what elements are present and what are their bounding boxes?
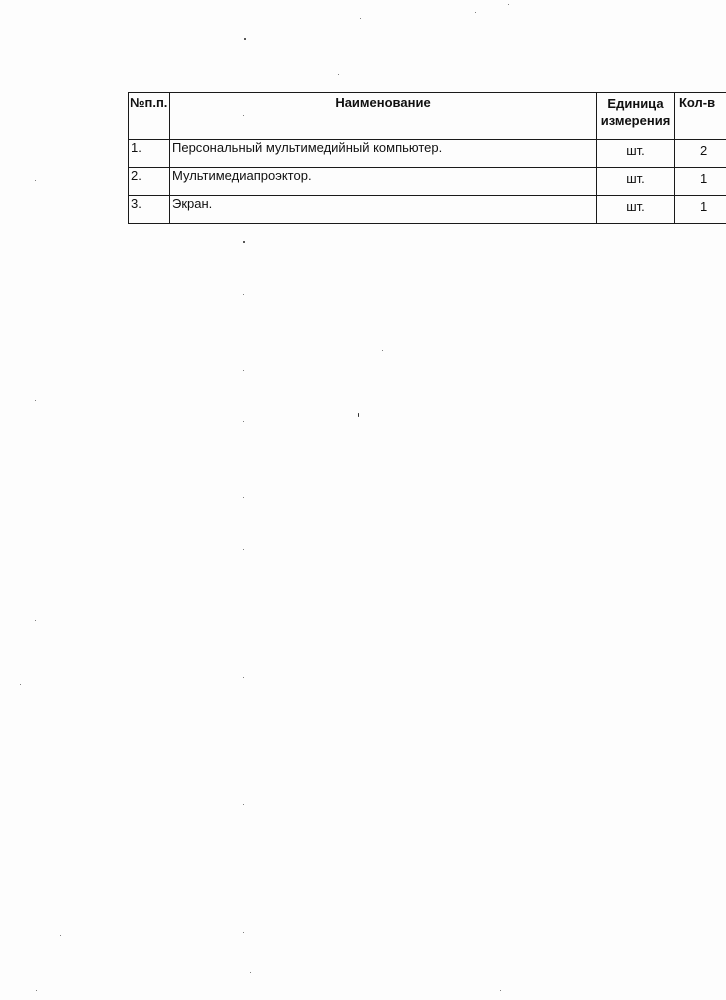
- header-name: Наименование: [170, 93, 597, 140]
- scan-speck: [250, 972, 251, 973]
- scan-speck: [243, 549, 244, 550]
- table-row: [129, 140, 726, 168]
- row-unit: шт.: [597, 196, 675, 224]
- table-header-row: [129, 93, 726, 140]
- header-quantity: Кол-в: [675, 93, 726, 140]
- scan-speck: [500, 990, 501, 991]
- table-row: [129, 196, 726, 224]
- scan-speck: [360, 18, 361, 19]
- scan-speck: [35, 620, 36, 621]
- row-number: [129, 168, 170, 196]
- row-quantity: 1: [675, 196, 726, 224]
- scan-speck: [20, 684, 21, 685]
- table-row: [129, 168, 726, 196]
- scan-speck: [243, 932, 244, 933]
- scan-speck: [382, 350, 383, 351]
- scan-speck: [60, 935, 61, 936]
- row-name: [170, 140, 597, 168]
- row-name-text: Мультимедиапроэктор.: [172, 168, 312, 183]
- scan-speck: [243, 804, 244, 805]
- scan-speck: [338, 74, 339, 75]
- row-quantity: 1: [675, 168, 726, 196]
- scan-speck: [35, 180, 36, 181]
- equipment-table: [128, 92, 726, 224]
- row-number-text: 1.: [131, 140, 142, 155]
- header-number: №п.п.: [129, 93, 170, 140]
- row-unit: шт.: [597, 168, 675, 196]
- row-number-text: 3.: [131, 196, 142, 211]
- scan-speck: [244, 38, 246, 40]
- scan-speck: [243, 241, 245, 243]
- scan-speck: [36, 990, 37, 991]
- row-number: [129, 140, 170, 168]
- scan-speck: [35, 400, 36, 401]
- row-quantity: 2: [675, 140, 726, 168]
- scan-speck: [358, 413, 359, 417]
- scan-speck: [243, 294, 244, 295]
- row-name-text: Персональный мультимедийный компьютер.: [172, 140, 443, 155]
- scan-speck: [508, 4, 509, 5]
- row-name: [170, 168, 597, 196]
- row-name-text: Экран.: [172, 196, 213, 211]
- scan-speck: [243, 677, 244, 678]
- row-name: [170, 196, 597, 224]
- row-unit: шт.: [597, 140, 675, 168]
- scan-speck: [243, 370, 244, 371]
- header-unit: Единица измерения: [597, 93, 675, 140]
- scan-speck: [243, 497, 244, 498]
- scan-speck: [243, 421, 244, 422]
- row-number-text: 2.: [131, 168, 142, 183]
- scan-speck: [475, 12, 476, 13]
- row-number: [129, 196, 170, 224]
- equipment-table-wrapper: [128, 92, 726, 224]
